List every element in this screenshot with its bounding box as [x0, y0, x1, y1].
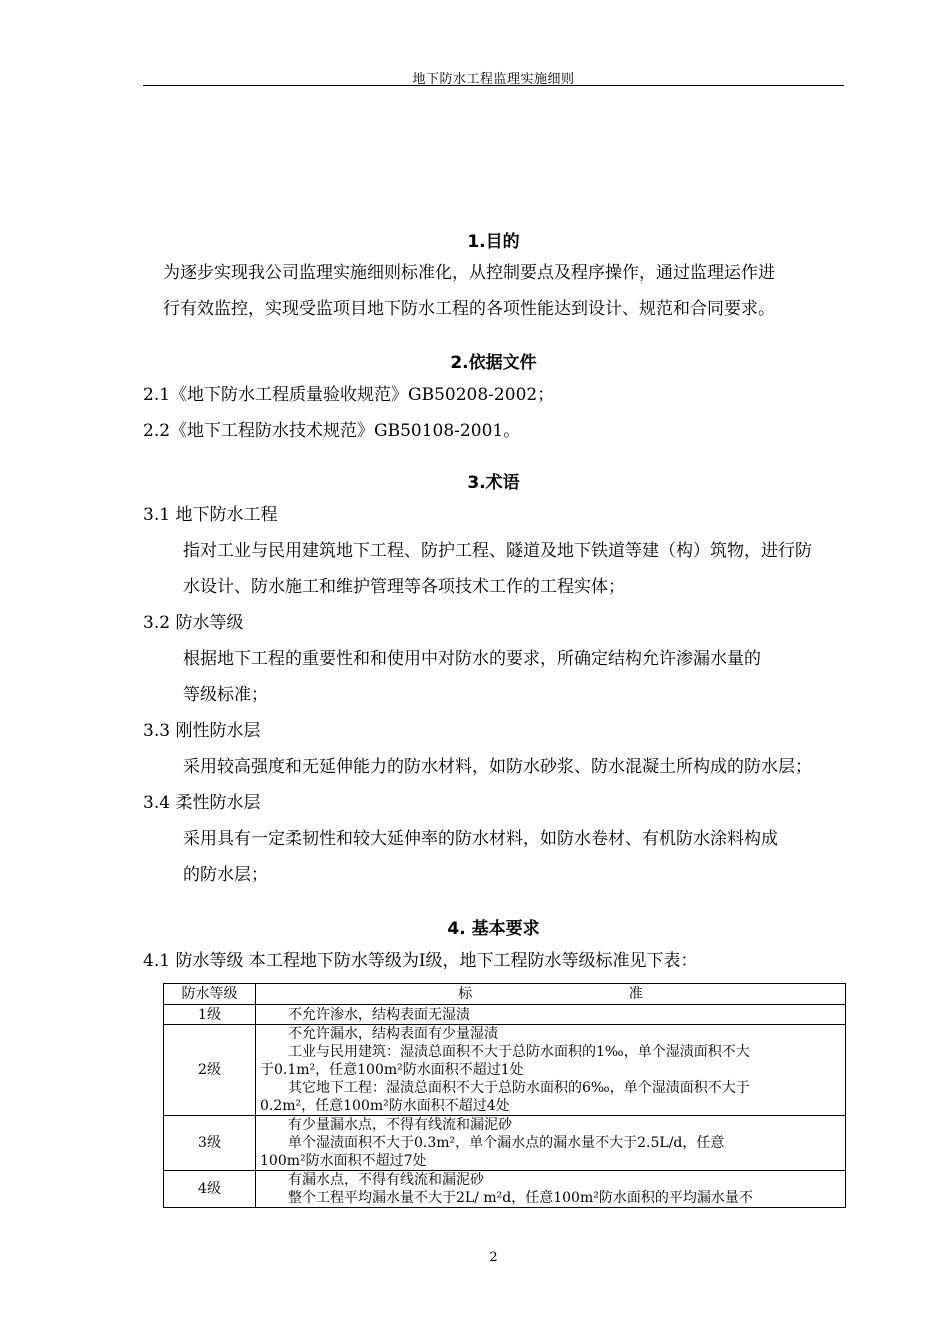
grade-cell: 1级: [164, 1005, 256, 1025]
page-number: 2: [489, 1250, 498, 1265]
reference-item: 2.1《地下防水工程质量验收规范》GB50208-2002；: [143, 385, 555, 405]
running-header: 地下防水工程监理实施细则: [412, 72, 575, 87]
waterproof-grade-table: [163, 983, 846, 1208]
header-divider: [143, 85, 844, 86]
table-header-grade: 防水等级: [164, 984, 256, 1005]
term-title: 3.4 柔性防水层: [143, 793, 261, 813]
table-header-row: [164, 984, 846, 1005]
term-definition: 等级标准；: [183, 685, 268, 705]
table-row: [164, 1005, 846, 1025]
table-row: [164, 1025, 846, 1116]
term-definition: 指对工业与民用建筑地下工程、防护工程、隧道及地下铁道等建（构）筑物，进行防: [183, 541, 812, 561]
standard-cell: 有少量漏水点，不得有线流和漏泥砂 单个湿渍面积不大于0.3m²，单个漏水点的漏水量不大于2.5L/d，任意 100m²防水面积不超过7处: [256, 1116, 846, 1171]
paragraph-line: 行有效监控，实现受监项目地下防水工程的各项性能达到设计、规范和合同要求。: [163, 299, 775, 319]
section-heading-purpose: 1.目的: [467, 232, 520, 252]
section-heading-references: 2.依据文件: [450, 353, 537, 373]
grade-cell: 3级: [164, 1116, 256, 1171]
section-heading-terms: 3.术语: [467, 473, 520, 493]
term-definition: 的防水层；: [183, 865, 268, 885]
table-header-standard: 标 准: [256, 984, 846, 1005]
standard-cell: 有漏水点，不得有线流和漏泥砂 整个工程平均漏水量不大于2L/ m²d，任意100m²防水面积的平均漏水量不: [256, 1171, 846, 1208]
requirement-item: 4.1 防水等级 本工程地下防水等级为Ⅰ级，地下工程防水等级标准见下表：: [143, 951, 698, 971]
standard-cell: 不允许漏水，结构表面有少量湿渍 工业与民用建筑：湿渍总面积不大于总防水面积的1‰，单个湿渍面积不大 于0.1m²，任意100m²防水面积不超过1处 其它地下工程：湿渍总面积不大于总防水面积的6‰，单个湿渍面积不大于 0.2m²，任意100m²防水面积不超过4处: [256, 1025, 846, 1116]
grade-cell: 4级: [164, 1171, 256, 1208]
table-row: [164, 1116, 846, 1171]
term-definition: 采用具有一定柔韧性和较大延伸率的防水材料，如防水卷材、有机防水涂料构成: [183, 829, 778, 849]
section-heading-basic-requirements: 4. 基本要求: [447, 919, 540, 939]
term-definition: 水设计、防水施工和维护管理等各项技术工作的工程实体；: [183, 577, 625, 597]
term-title: 3.1 地下防水工程: [143, 505, 278, 525]
reference-item: 2.2《地下工程防水技术规范》GB50108-2001。: [143, 421, 521, 441]
term-definition: 采用较高强度和无延伸能力的防水材料，如防水砂浆、防水混凝土所构成的防水层；: [183, 757, 812, 777]
term-title: 3.3 刚性防水层: [143, 721, 261, 741]
standard-cell: 不允许渗水，结构表面无湿渍: [256, 1005, 846, 1025]
grade-cell: 2级: [164, 1025, 256, 1116]
paragraph-line: 为逐步实现我公司监理实施细则标准化，从控制要点及程序操作，通过监理运作进: [163, 263, 775, 283]
term-title: 3.2 防水等级: [143, 613, 244, 633]
term-definition: 根据地下工程的重要性和和使用中对防水的要求，所确定结构允许渗漏水量的: [183, 649, 761, 669]
table-row: [164, 1171, 846, 1208]
